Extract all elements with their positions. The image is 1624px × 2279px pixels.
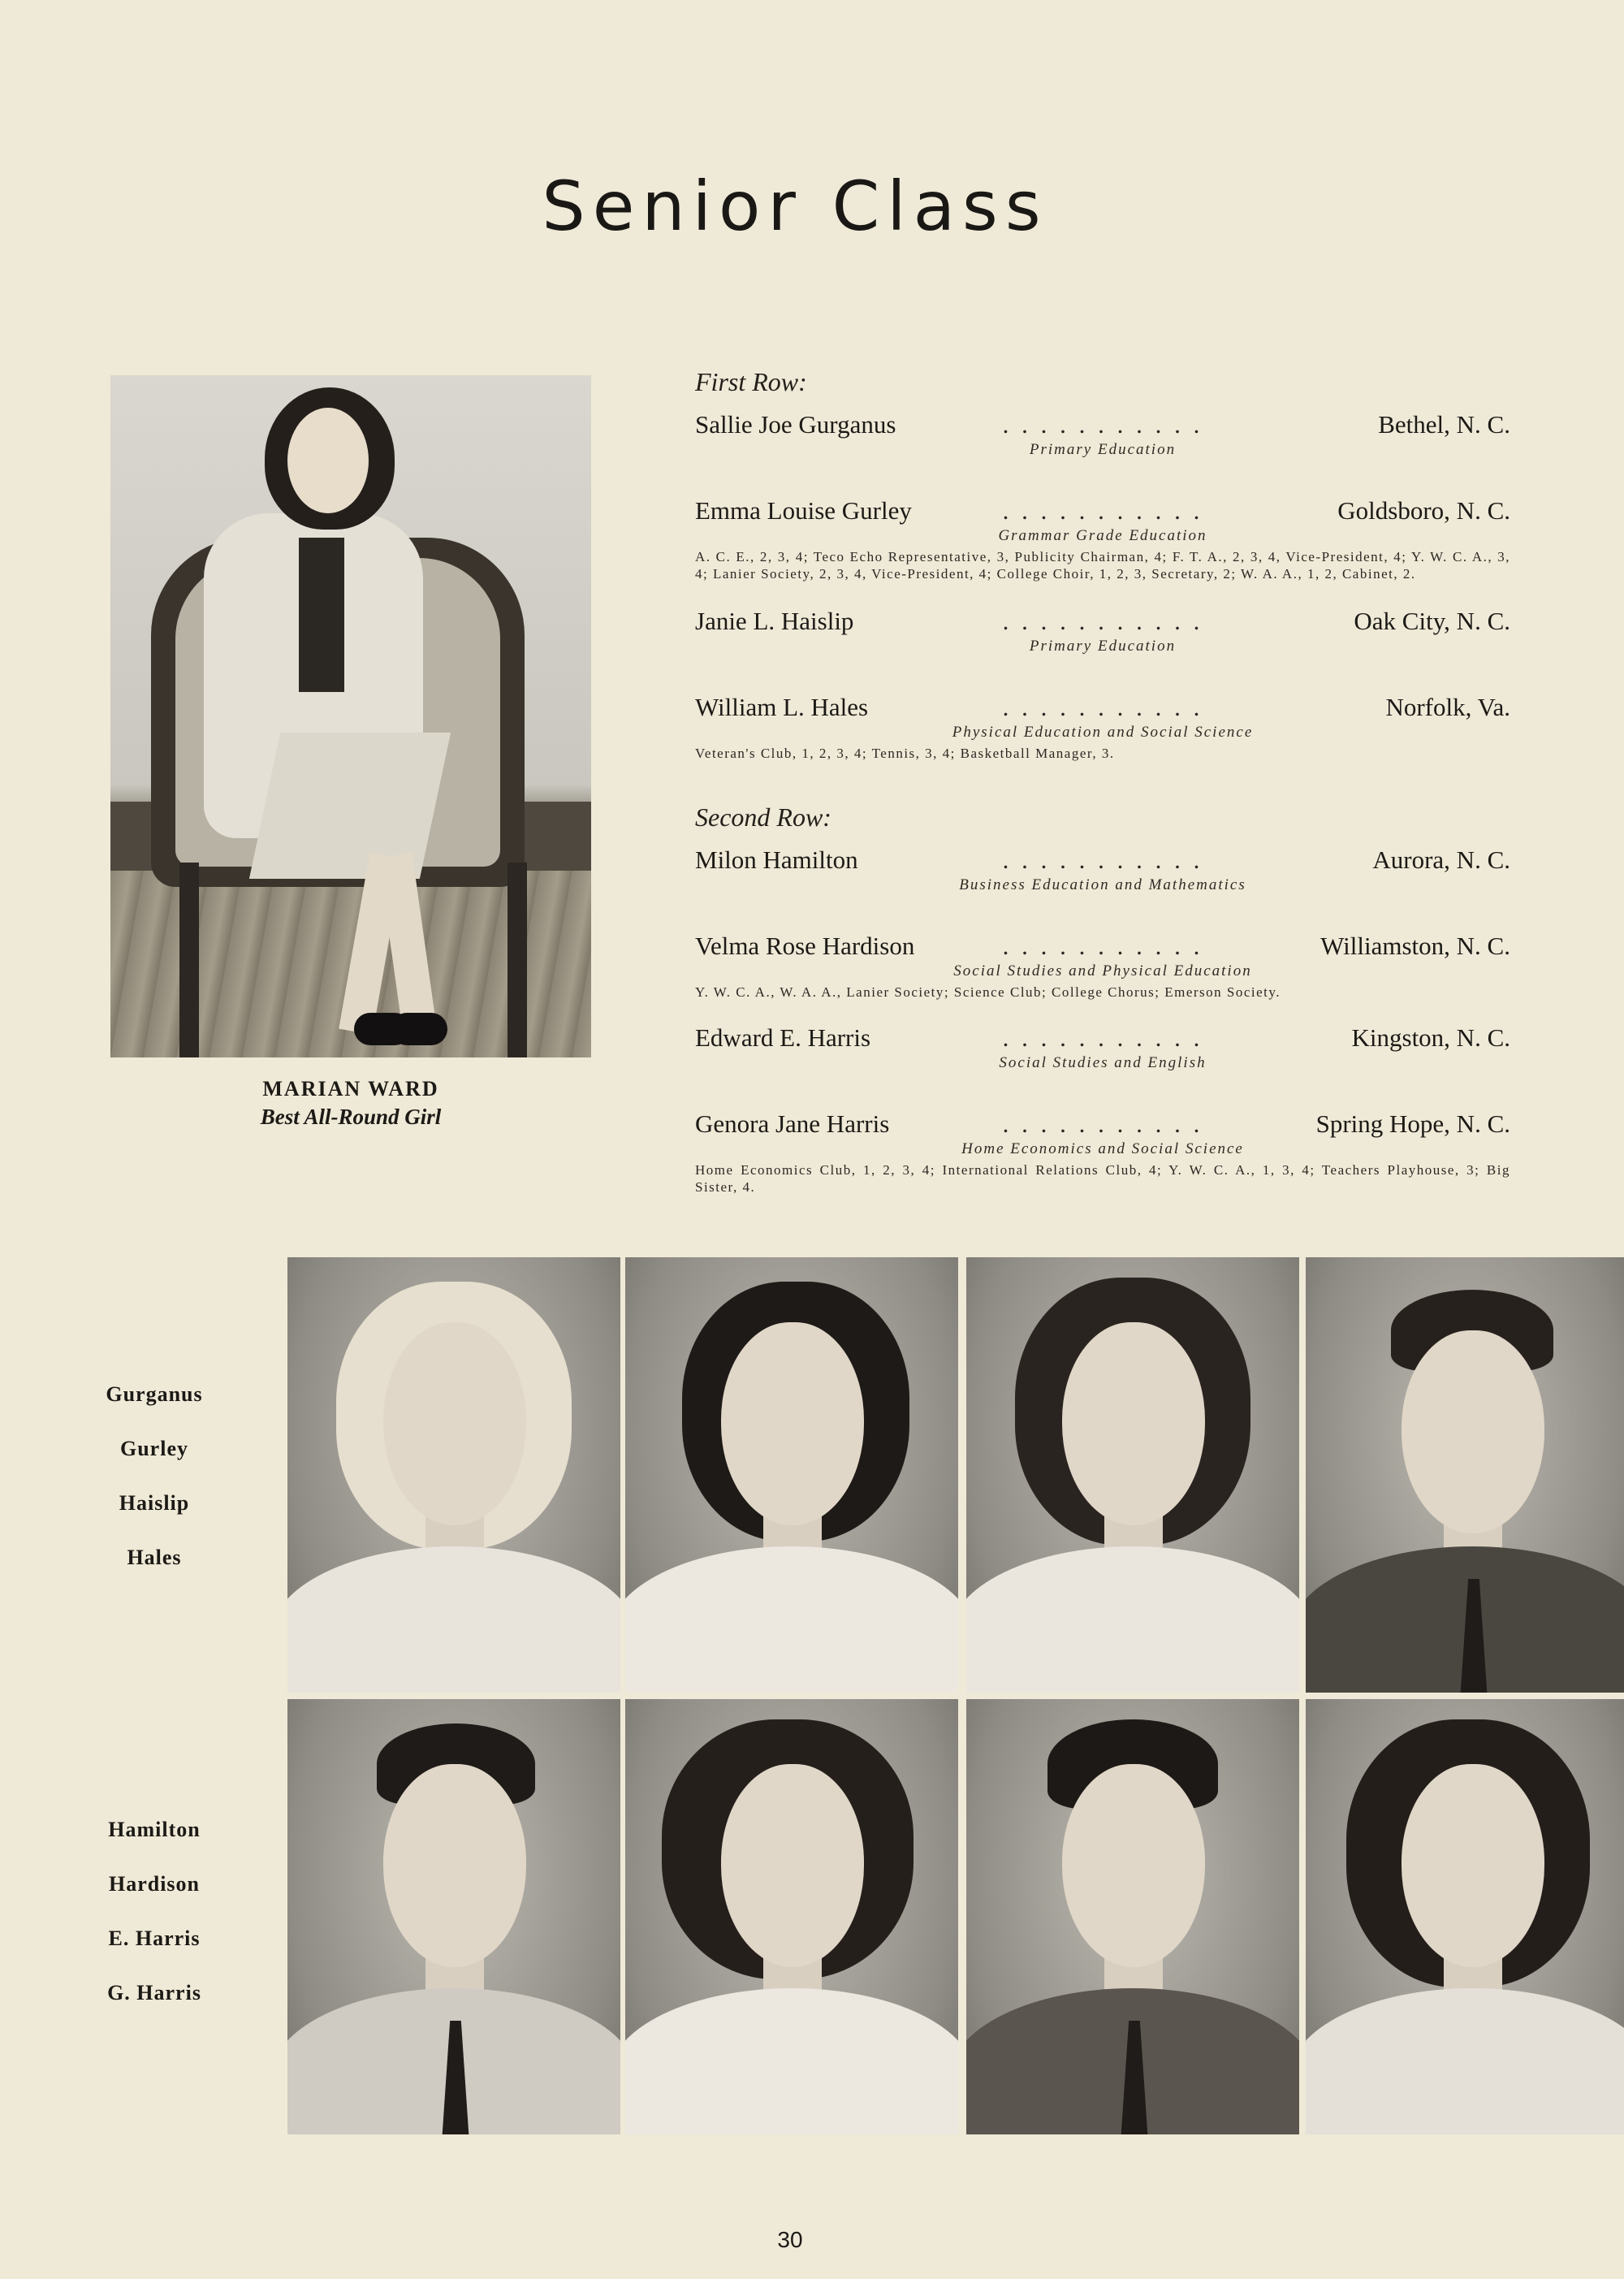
- feature-award: Best All-Round Girl: [260, 1105, 442, 1129]
- student-name: Janie L. Haislip: [695, 607, 860, 636]
- grid-label: G. Harris: [107, 1981, 201, 2004]
- grid-label: Hamilton: [108, 1818, 201, 1841]
- feature-name: MARIAN WARD: [262, 1077, 439, 1101]
- second-row-listing: [695, 802, 1510, 1196]
- student-major: Social Studies and English: [999, 1054, 1207, 1071]
- portrait-photo: [287, 1257, 620, 1693]
- student-name: William L. Hales: [695, 693, 875, 722]
- list-item: . . . . . . . . . . . Edward E. Harris Kingston, N. C. Social Studies and English: [695, 1023, 1510, 1071]
- student-major: Home Economics and Social Science: [961, 1140, 1244, 1157]
- list-item: . . . . . . . . . . . Emma Louise Gurley Goldsboro, N. C. Grammar Grade Education A. C. E., 2, 3, 4; Teco Echo Representative, 3, Publicity Chairman, 4; F. T. A., 2, 3, 4, Vice-President, 4; Y. W. C. A., 3, 4; Lanier Society, 2, 3, 4, Vice-President, 4; College Choir, 1, 2, 3, Secretary, 2; W. A. A., 1, 2, Cabinet, 2.: [695, 496, 1510, 582]
- student-hometown: Norfolk, Va.: [1379, 693, 1510, 722]
- student-activities: Home Economics Club, 1, 2, 3, 4; International Relations Club, 4; Y. W. C. A., 1, 3, 4; Teachers Playhouse, 3; Big Sister, 4.: [695, 1162, 1510, 1195]
- portrait-photo: [1306, 1257, 1624, 1693]
- student-hometown: Kingston, N. C.: [1345, 1023, 1511, 1053]
- grid-label: Haislip: [119, 1491, 190, 1515]
- portrait-photo: [966, 1699, 1299, 2134]
- student-activities: Y. W. C. A., W. A. A., Lanier Society; Science Club; College Chorus; Emerson Society.: [695, 984, 1281, 1000]
- list-item: . . . . . . . . . . . William L. Hales Norfolk, Va. Physical Education and Social Science Veteran's Club, 1, 2, 3, 4; Tennis, 3, 4; Basketball Manager, 3.: [695, 693, 1510, 761]
- grid-label: Hales: [127, 1546, 182, 1569]
- row-heading: Second Row:: [695, 802, 831, 832]
- portrait-photo: [287, 1699, 620, 2134]
- grid-label: Gurganus: [106, 1382, 203, 1406]
- first-row-listing: [695, 367, 1510, 762]
- student-hometown: Oak City, N. C.: [1347, 607, 1510, 636]
- student-hometown: Goldsboro, N. C.: [1331, 496, 1510, 525]
- student-hometown: Bethel, N. C.: [1371, 410, 1510, 439]
- student-hometown: Aurora, N. C.: [1366, 845, 1510, 875]
- student-major: Physical Education and Social Science: [952, 724, 1254, 741]
- student-name: Edward E. Harris: [695, 1023, 877, 1053]
- student-major: Grammar Grade Education: [998, 527, 1207, 544]
- grid-label: Gurley: [120, 1437, 188, 1460]
- feature-photo: [110, 375, 591, 1057]
- page-number: 30: [777, 2227, 803, 2252]
- student-name: Milon Hamilton: [695, 845, 865, 875]
- student-major: Business Education and Mathematics: [959, 876, 1246, 893]
- portrait-photo: [1306, 1699, 1624, 2134]
- student-name: Emma Louise Gurley: [695, 496, 918, 525]
- portrait-photo: [625, 1699, 958, 2134]
- student-name: Velma Rose Hardison: [695, 932, 921, 961]
- student-major: Primary Education: [1029, 638, 1177, 655]
- student-activities: A. C. E., 2, 3, 4; Teco Echo Representative, 3, Publicity Chairman, 4; F. T. A., 2, 3, 4, Vice-President, 4; Y. W. C. A., 3, 4; Lanier Society, 2, 3, 4, Vice-President, 4; College Choir, 1, 2, 3, Secretary, 2; W. A. A., 1, 2, Cabinet, 2.: [695, 549, 1510, 582]
- student-name: Genora Jane Harris: [695, 1109, 896, 1139]
- grid-label: Hardison: [108, 1872, 201, 1896]
- page-title: Senior Class: [542, 166, 1048, 246]
- grid-label: E. Harris: [108, 1927, 201, 1950]
- student-major: Primary Education: [1029, 441, 1177, 458]
- student-hometown: Spring Hope, N. C.: [1310, 1109, 1510, 1139]
- list-item: . . . . . . . . . . . Genora Jane Harris Spring Hope, N. C. Home Economics and Social Science Home Economics Club, 1, 2, 3, 4; International Relations Club, 4; Y. W. C. A., 1, 3, 4; Teachers Playhouse, 3; Big Sister, 4.: [695, 1109, 1510, 1195]
- student-major: Social Studies and Physical Education: [953, 962, 1252, 979]
- row-heading: First Row:: [695, 367, 807, 396]
- student-activities: Veteran's Club, 1, 2, 3, 4; Tennis, 3, 4; Basketball Manager, 3.: [695, 746, 1115, 761]
- student-hometown: Williamston, N. C.: [1314, 932, 1510, 961]
- list-item: . . . . . . . . . . . Sallie Joe Gurganus Bethel, N. C. Primary Education: [695, 410, 1510, 458]
- student-name: Sallie Joe Gurganus: [695, 410, 902, 439]
- portrait-photo: [625, 1257, 958, 1693]
- list-item: . . . . . . . . . . . Velma Rose Hardison Williamston, N. C. Social Studies and Physical Education Y. W. C. A., W. A. A., Lanier Society; Science Club; College Chorus; Emerson Society.: [695, 932, 1510, 1000]
- list-item: . . . . . . . . . . . Milon Hamilton Aurora, N. C. Business Education and Mathematics: [695, 845, 1510, 893]
- portrait-photo: [966, 1257, 1299, 1693]
- list-item: . . . . . . . . . . . Janie L. Haislip Oak City, N. C. Primary Education: [695, 607, 1510, 655]
